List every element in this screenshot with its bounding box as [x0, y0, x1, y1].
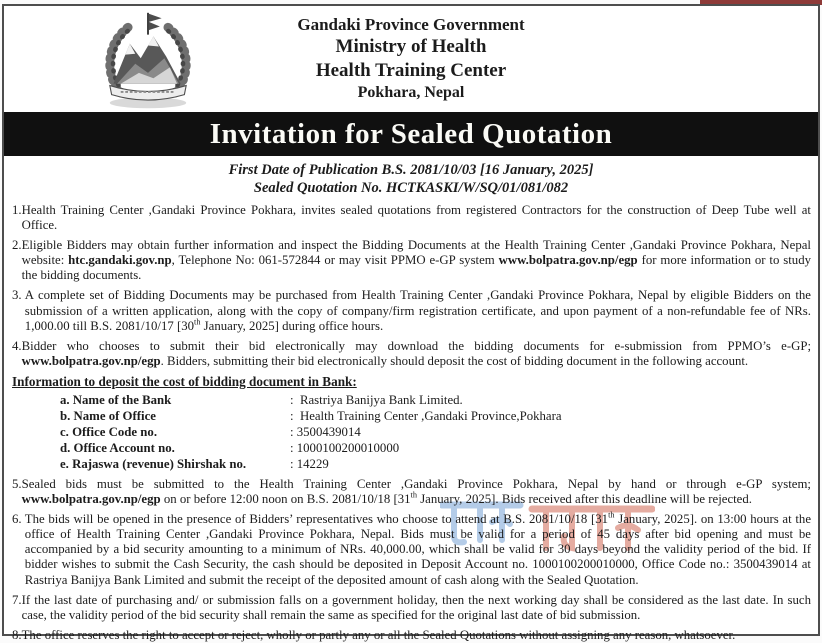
bank-row-value: : 1000100200010000: [290, 440, 811, 456]
item-number: 7.: [12, 593, 22, 623]
item-text: Eligible Bidders may obtain further information and inspect the Bidding Documents at the Health Training Center ,Gandaki Province Pokhara, Nepal website: htc.gandaki.gov.np, Telephone No: 061-572844 or may visit PPMO e-GP system www.bolpatra.gov.np/egp for more information or to study the bidding documents.: [22, 238, 811, 283]
bank-row-label: d. Office Account no.: [60, 440, 290, 456]
organization-name-block: [4, 14, 818, 103]
notice-content: [12, 203, 811, 643]
bank-row-label: a. Name of the Bank: [60, 392, 290, 408]
item-text: A complete set of Bidding Documents may be purchased from Health Training Center ,Gandaki Province Pokhara, Nepal by eligible Bidders on the submission of a written application, along with the copy of company/firm registration certificate, and upon payment of a non-refundable fee of NRs. 1,000.00 till B.S. 2081/10/17 [30th January, 2025] during office hours.: [25, 288, 811, 333]
notice-item-7: [12, 593, 811, 623]
item-text: Sealed bids must be submitted to the Health Training Center ,Gandaki Province Pokhara, Nepal by hand or through e-GP system; www.bolpatra.gov.np/egp on or before 12:00 noon on B.S. 2081/10/18 [31th January, 2025]. Bids received after this deadline will be rejected.: [22, 477, 811, 507]
publication-meta: [4, 156, 818, 200]
publication-date-line: First Date of Publication B.S. 2081/10/03 [16 January, 2025]: [4, 161, 818, 179]
clauses-5-8: [12, 477, 811, 643]
item-text: If the last date of purchasing and/ or submission falls on a government holiday, then the next working day shall be considered as the last date. In such case, the validity period of the bid security shall remain the same as specified for the original last date of bid submission.: [22, 593, 811, 623]
bank-row-label: c. Office Code no.: [60, 424, 290, 440]
bank-info-heading: Information to deposit the cost of bidding document in Bank:: [12, 374, 811, 390]
org-line-location: Pokhara, Nepal: [4, 83, 818, 103]
org-line-province: Gandaki Province Government: [4, 14, 818, 35]
item-number: 4.: [12, 339, 22, 369]
bank-row-value: : Rastriya Banijya Bank Limited.: [290, 392, 811, 408]
notice-item-6: [12, 512, 811, 587]
notice-item-3: [12, 288, 811, 333]
title-banner: [4, 112, 818, 156]
bank-row-value: : 3500439014: [290, 424, 811, 440]
notice-item-1: [12, 203, 811, 233]
clauses-1-4: [12, 203, 811, 369]
bank-row-c: [12, 424, 811, 440]
letterhead: [4, 6, 818, 112]
notice-body: [4, 200, 818, 643]
notice-item-8: [12, 628, 811, 643]
bank-row-value: : 14229: [290, 456, 811, 472]
bank-row-d: [12, 440, 811, 456]
item-number: 2.: [12, 238, 22, 283]
bank-info-block: [12, 374, 811, 472]
notice-title: Invitation for Sealed Quotation: [210, 118, 612, 151]
item-number: 5.: [12, 477, 22, 507]
item-text: The office reserves the right to accept or reject, wholly or partly any or all the Sealed Quotations without assigning any reason, whatsoever.: [22, 628, 811, 643]
item-number: 3.: [12, 288, 25, 333]
bank-row-a: [12, 392, 811, 408]
item-text: The bids will be opened in the presence of Bidders’ representatives who choose to attend at B.S. 2081/10/18 [31th January, 2025]. on 13:00 hours at the office of Health Training Center ,Gandaki Province Pokhara, Nepal. Bids must be valid for a period of 45 days after bid opening and must be accompanied by a bid security amounting to a minimum of NRs. 40,000.00, which shall be valid for 30 days beyond the validity period of the bid. If bidder wishes to submit the Cash Security, the cash should be deposited in Deposit Account no. 1000100200010000, Office Code no.: 3500439014 at Rastriya Banijya Bank Limited and submit the receipt of the deposited amount of cash along with the Sealed Quotation.: [25, 512, 811, 587]
notice-item-2: [12, 238, 811, 283]
org-line-office: Health Training Center: [4, 59, 818, 83]
bank-row-label: e. Rajaswa (revenue) Shirshak no.: [60, 456, 290, 472]
quotation-number-line: Sealed Quotation No. HCTKASKI/W/SQ/01/081/082: [4, 179, 818, 197]
bank-row-label: b. Name of Office: [60, 408, 290, 424]
item-text: Health Training Center ,Gandaki Province Pokhara, invites sealed quotations from registered Contractors for the construction of Deep Tube well at Office.: [22, 203, 811, 233]
item-text: Bidder who chooses to submit their bid electronically may download the bidding documents for e-submission from PPMO’s e-GP; www.bolpatra.gov.np/egp. Bidders, submitting their bid electronically should deposit the cost of bidding document in the following account.: [22, 339, 811, 369]
bank-row-value: : Health Training Center ,Gandaki Province,Pokhara: [290, 408, 811, 424]
item-number: 6.: [12, 512, 25, 587]
bank-row-e: [12, 456, 811, 472]
notice-item-5: [12, 477, 811, 507]
bank-info-rows: [12, 392, 811, 472]
bank-row-b: [12, 408, 811, 424]
item-number: 8.: [12, 628, 22, 643]
item-number: 1.: [12, 203, 22, 233]
notice-page: [2, 4, 820, 636]
org-line-ministry: Ministry of Health: [4, 35, 818, 59]
notice-item-4: [12, 339, 811, 369]
